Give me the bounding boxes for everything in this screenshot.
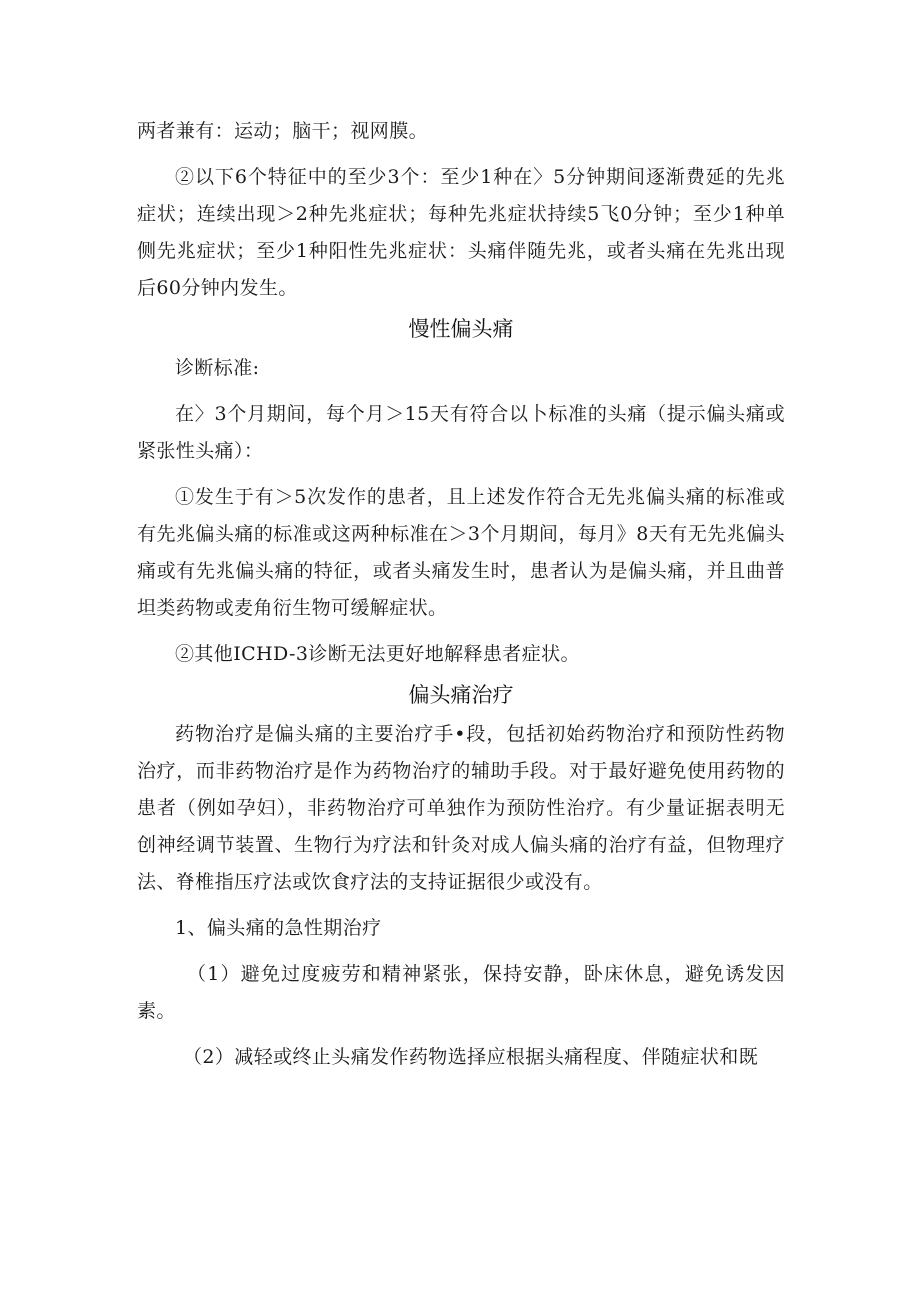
heading-migraine-treatment: 偏头痛治疗 <box>408 683 514 707</box>
acute-treatment-item-1: （1）避免过度疲劳和精神紧张，保持安静，卧床休息，避免诱发因素。 <box>137 963 785 1022</box>
paragraph-aura-location: 两者兼有：运动；脑干；视网膜。 <box>137 120 429 142</box>
diagnostic-item-2: ②其他ICHD-3诊断无法更好地解释患者症状。 <box>175 643 580 665</box>
acute-treatment-item-2: （2）减轻或终止头痛发作药物选择应根据头痛程度、伴随症状和既 <box>183 1046 759 1068</box>
diagnostic-criteria-text: 在〉3个月期间，每个月＞15天有符合以卜标准的头痛（提示偏头痛或紧张性头痛）： <box>137 403 785 462</box>
diagnostic-item-1: ①发生于有＞5次发作的患者，且上述发作符合无先兆偏头痛的标准或有先兆偏头痛的标准或这两种标准在＞3个月期间，每月》8天有无先兆偏头痛或有先兆偏头痛的特征，或者头痛发生时，患者认为是偏头痛，并且曲普坦类药物或麦角衍生物可缓解症状。 <box>137 486 785 619</box>
document-body <box>137 113 785 1076</box>
treatment-intro-paragraph: 药物治疗是偏头痛的主要治疗手•段，包括初始药物治疗和预防性药物治疗，而非药物治疗是作为药物治疗的辅助手段。对于最好避免使用药物的患者（例如孕妇），非药物治疗可单独作为预防性治疗。有少量证据表明无创神经调节装置、生物行为疗法和针灸对成人偏头痛的治疗有益，但物理疗法、脊椎指压疗法或饮食疗法的支持证据很少或没有。 <box>137 723 785 893</box>
heading-chronic-migraine: 慢性偏头痛 <box>408 317 514 341</box>
paragraph-aura-features: ②以下6个特征中的至少3个：至少1种在〉5分钟期间逐渐费延的先兆症状；连续出现＞2种先兆症状；每种先兆症状持续5飞0分钟；至少1种单侧先兆症状；至少1种阳性先兆症状：头痛伴随先兆，或者头痛在先兆出现后60分钟内发生。 <box>137 166 785 299</box>
diagnostic-criteria-label: 诊断标准: <box>175 357 260 379</box>
acute-treatment-heading: 1、偏头痛的急性期治疗 <box>175 917 382 939</box>
